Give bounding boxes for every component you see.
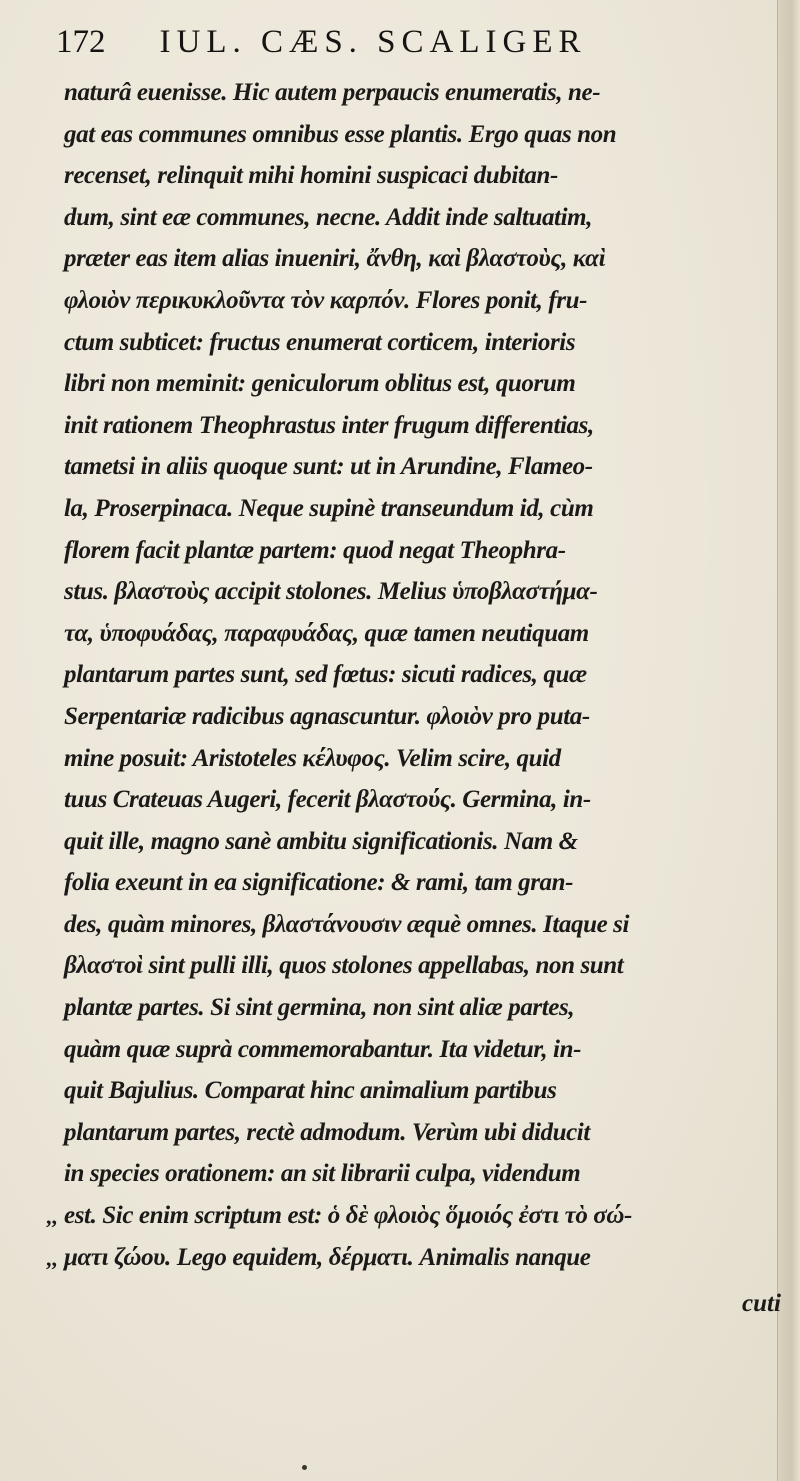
running-header	[56, 24, 746, 68]
quote-mark: ,,	[46, 1204, 57, 1229]
text-line: gat eas communes omnibus esse plantis. Ergo quas non	[64, 120, 617, 148]
text-line: est. Sic enim scriptum est: ὁ δὲ φλοιὸς ὅμοιός ἐστι τὸ σώ-	[64, 1202, 632, 1230]
text-line: quit ille, magno sanè ambitu significationis. Nam &	[64, 827, 578, 855]
text-line: quit Bajulius. Comparat hinc animalium partibus	[64, 1077, 557, 1105]
text-line: init rationem Theophrastus inter frugum differentias,	[64, 411, 594, 439]
text-line: tuus Crateuas Augeri, fecerit βλαστούς. Germina, in-	[64, 786, 591, 814]
text-line: plantarum partes sunt, sed fœtus: sicuti radices, quæ	[64, 661, 587, 689]
text-line: βλαστοὶ sint pulli illi, quos stolones appellabas, non sunt	[64, 952, 624, 980]
text-line: libri non meminit: geniculorum oblitus est, quorum	[64, 370, 576, 398]
text-line: plantæ partes. Si sint germina, non sint aliæ partes,	[64, 994, 575, 1022]
text-line: stus. βλαστοὺς accipit stolones. Melius ὑποβλαστήμα-	[64, 578, 598, 606]
text-line: la, Proserpinaca. Neque supinè transeundum id, cùm	[64, 494, 594, 522]
text-line: in species orationem: an sit librarii culpa, videndum	[64, 1160, 581, 1188]
text-line: plantarum partes, rectè admodum. Verùm ubi diducit	[64, 1118, 590, 1146]
text-line: naturâ euenisse. Hic autem perpaucis enumeratis, ne-	[64, 79, 601, 106]
page-number: 172	[56, 24, 106, 60]
text-line: Serpentariæ radicibus agnascuntur. φλοιὸν pro puta-	[64, 702, 590, 730]
text-line: mine posuit: Aristoteles κέλυφος. Velim scire, quid	[64, 744, 561, 772]
text-line: præter eas item alias inueniri, ἄνθη, καὶ βλαστοὺς, καὶ	[64, 245, 606, 273]
text-line: ctum subticet: fructus enumerat corticem, interioris	[64, 328, 576, 356]
text-line: φλοιὸν περικυκλοῦντα τὸν καρπόν. Flores ponit, fru-	[64, 286, 588, 314]
text-line: recenset, relinquit mihi homini suspicaci dubitan-	[64, 162, 558, 190]
body-text	[64, 72, 794, 1278]
text-line: dum, sint eæ communes, necne. Addit inde saltuatim,	[64, 203, 593, 231]
text-line: ματι ζώου. Lego equidem, δέρματι. Animalis nanque	[64, 1243, 591, 1271]
running-title: IUL. CÆS. SCALIGER	[159, 24, 587, 60]
text-line: tametsi in aliis quoque sunt: ut in Arundine, Flameo-	[64, 453, 593, 481]
catchword: cuti	[742, 1290, 781, 1317]
text-line: florem facit plantæ partem: quod negat Theophra-	[64, 536, 566, 564]
quote-mark: ,,	[46, 1246, 57, 1271]
text-line: quàm quæ suprà commemorabantur. Ita videtur, in-	[64, 1035, 582, 1063]
text-line: τα, ὑποφυάδας, παραφυάδας, quæ tamen neutiquam	[64, 619, 589, 647]
ink-speck	[302, 1465, 307, 1470]
text-line: des, quàm minores, βλαστάνουσιν æquè omnes. Itaque si	[64, 910, 630, 938]
text-line: folia exeunt in ea significatione: & rami, tam gran-	[64, 869, 574, 897]
